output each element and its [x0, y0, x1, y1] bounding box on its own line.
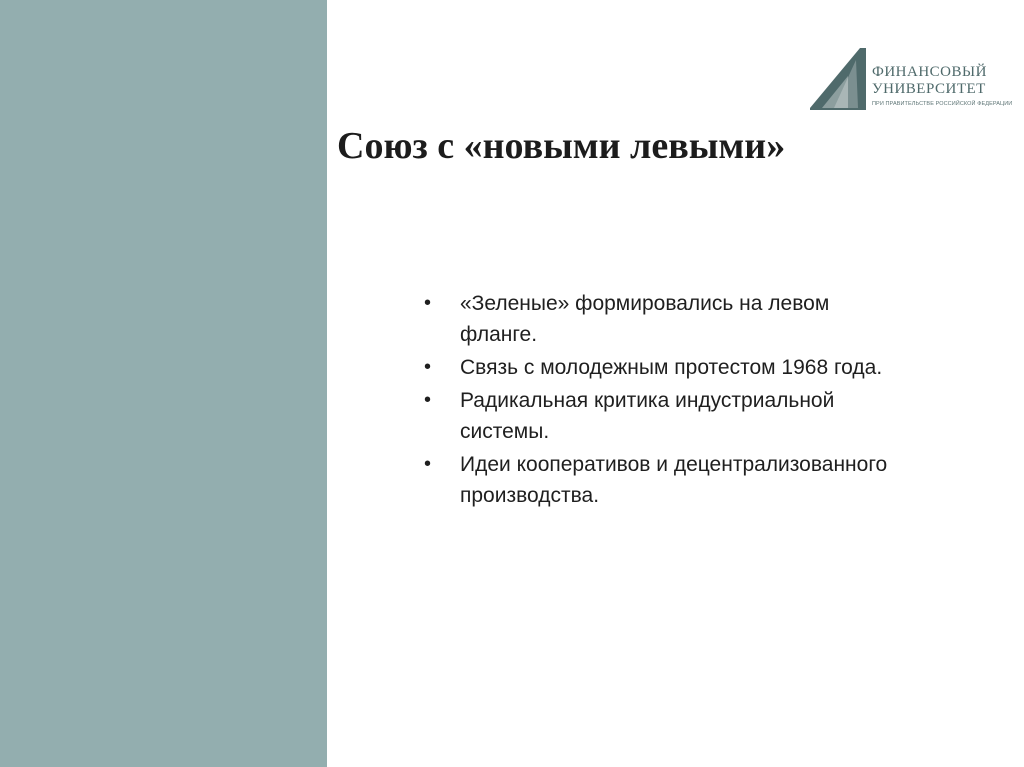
logo-text-line3: ПРИ ПРАВИТЕЛЬСТВЕ РОССИЙСКОЙ ФЕДЕРАЦИИ [872, 101, 1013, 107]
university-logo [808, 46, 1013, 114]
bullet-icon: • [424, 389, 432, 411]
bullet-icon: • [424, 292, 432, 314]
bullet-icon: • [424, 453, 432, 475]
logo-text-line2: УНИВЕРСИТЕТ [872, 81, 986, 97]
bullet-text: «Зеленые» формировались на левом фланге. [460, 292, 830, 346]
list-item [424, 352, 894, 383]
bullet-text: Радикальная критика индустриальной системы. [460, 389, 835, 443]
side-panel [0, 0, 327, 767]
bullet-text: Связь с молодежным протестом 1968 года. [460, 356, 883, 379]
logo-text-line1: ФИНАНСОВЫЙ [872, 64, 987, 80]
list-item [424, 449, 894, 511]
bullet-text: Идеи кооперативов и децентрализованного производства. [460, 453, 888, 507]
bullet-icon: • [424, 356, 432, 378]
bullet-list [424, 288, 894, 513]
slide-title: Союз с «новыми левыми» [337, 125, 786, 167]
list-item [424, 288, 894, 350]
university-logo-icon [808, 46, 872, 114]
list-item [424, 385, 894, 447]
